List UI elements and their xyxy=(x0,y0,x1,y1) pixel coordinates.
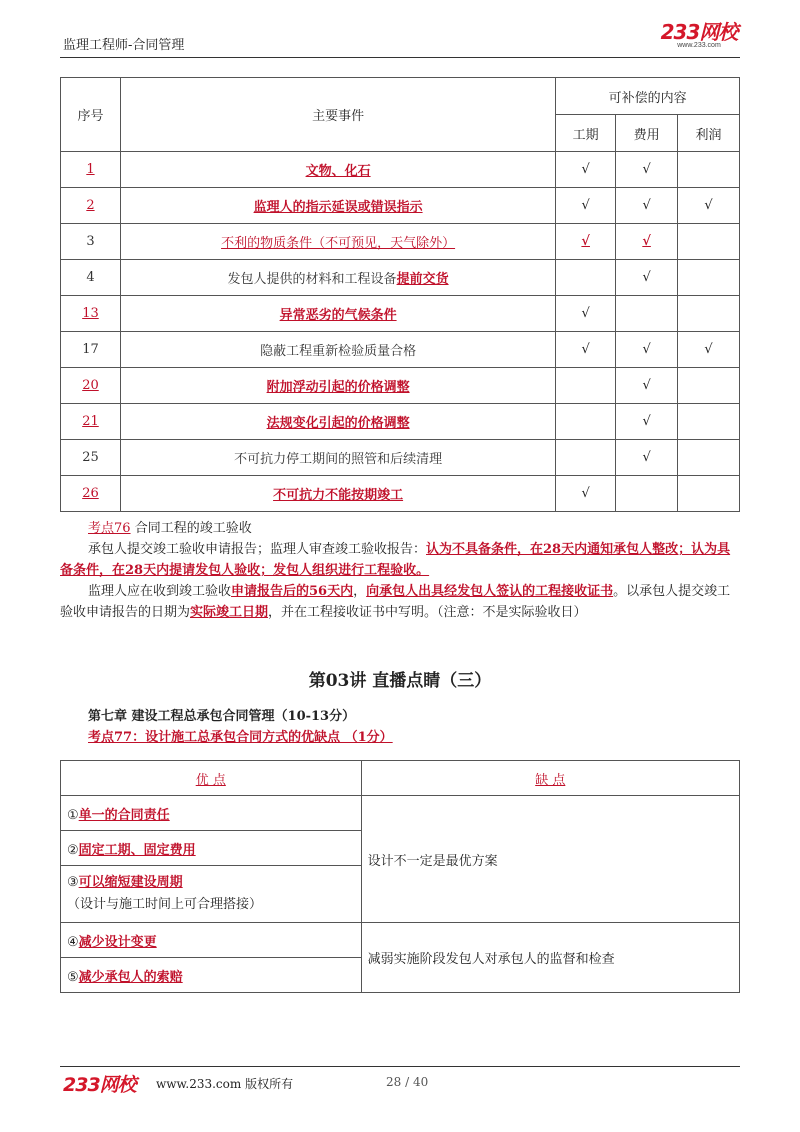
check-profit xyxy=(678,152,740,188)
event-link[interactable]: 法规变化引起的价格调整 xyxy=(266,416,410,431)
point76-p2-highlight: 申请报告后的56天内 xyxy=(231,584,354,599)
check-profit xyxy=(678,404,740,440)
event-link[interactable]: 异常恶劣的气候条件 xyxy=(279,308,397,323)
pro-text: 减少承包人的索赔 xyxy=(78,969,183,985)
check-profit xyxy=(678,440,740,476)
row-number-link[interactable]: 13 xyxy=(82,306,99,321)
point76-p1-text: 承包人提交竣工验收申请报告；监理人审查竣工验收报告： xyxy=(88,542,427,557)
col-header-cost: 费用 xyxy=(616,115,678,152)
check-time: √ xyxy=(556,152,616,188)
check-time: √ xyxy=(556,188,616,224)
logo-text: 233网校 xyxy=(660,20,738,44)
event-link[interactable]: 文物、化石 xyxy=(305,164,371,179)
row-number-link[interactable]: 21 xyxy=(82,414,99,429)
row-number-link[interactable]: 20 xyxy=(82,378,99,393)
point76-label[interactable]: 考点76 xyxy=(88,521,131,536)
logo-url: www.233.com xyxy=(677,42,721,49)
chapter-heading: 第七章 建设工程总承包合同管理（10-13分） xyxy=(88,709,356,724)
event-link[interactable]: 监理人的指示延误或错误指示 xyxy=(253,200,423,215)
point77-heading[interactable]: 考点77：设计施工总承包合同方式的优缺点 （1分） xyxy=(88,730,393,745)
footer-logo[interactable]: 233网校 xyxy=(63,1074,136,1096)
table-row xyxy=(61,476,740,512)
col-header-profit: 利润 xyxy=(678,115,740,152)
row-number-link[interactable]: 26 xyxy=(82,486,99,501)
table-row xyxy=(61,296,740,332)
pro-num: ① xyxy=(67,807,79,823)
row-number: 3 xyxy=(61,224,121,260)
page-number: 28 / 40 xyxy=(386,1075,429,1089)
col-header-pros: 优 点 xyxy=(195,772,226,788)
event-text: 隐蔽工程重新检验质量合格 xyxy=(120,332,555,368)
event-link[interactable]: 附加浮动引起的价格调整 xyxy=(266,380,410,395)
compensation-table xyxy=(60,77,740,512)
event-highlight[interactable]: 提前交货 xyxy=(396,272,449,287)
point76-p2-highlight: 向承包人出具经发包人签认的工程接收证书 xyxy=(366,584,614,599)
check-time xyxy=(556,404,616,440)
point76-p2-text: ， xyxy=(353,584,367,599)
check-profit xyxy=(678,260,740,296)
col-header-no: 序号 xyxy=(61,78,121,152)
con-cell: 减弱实施阶段发包人对承包人的监督和检查 xyxy=(361,923,739,993)
lecture-heading: 第03讲 直播点睛（三） xyxy=(308,671,492,691)
event-link[interactable]: 不可抗力不能按期竣工 xyxy=(273,488,404,503)
check-cost: √ xyxy=(616,404,678,440)
check-profit: √ xyxy=(678,188,740,224)
check-time xyxy=(556,260,616,296)
event-text: 不可抗力停工期间的照管和后续清理 xyxy=(120,440,555,476)
table-row xyxy=(61,440,740,476)
check-cost: √ xyxy=(616,260,678,296)
table-row xyxy=(61,260,740,296)
table-row xyxy=(61,404,740,440)
pro-num: ④ xyxy=(67,934,79,950)
check-cost: √ xyxy=(642,234,651,249)
point76-p2-text: ，并在工程接收证书中写明。（注意：不是实际验收日） xyxy=(268,605,587,620)
check-cost: √ xyxy=(616,152,678,188)
row-number-link[interactable]: 2 xyxy=(86,198,95,213)
table-row xyxy=(61,796,740,831)
check-time: √ xyxy=(581,234,590,249)
event-text: 发包人提供的材料和工程设备 xyxy=(227,272,397,287)
check-profit xyxy=(678,296,740,332)
pro-num: ③ xyxy=(67,875,79,890)
col-header-cons: 缺 点 xyxy=(535,772,566,788)
check-time: √ xyxy=(556,296,616,332)
pro-text: 减少设计变更 xyxy=(78,934,157,950)
check-cost xyxy=(616,476,678,512)
footer-divider xyxy=(60,1066,740,1067)
table-row xyxy=(61,188,740,224)
point76-title: 合同工程的竣工验收 xyxy=(134,521,252,536)
check-profit xyxy=(678,224,740,260)
pro-num: ⑤ xyxy=(67,969,79,985)
col-header-compensation: 可补偿的内容 xyxy=(556,78,740,115)
header-divider xyxy=(60,57,740,58)
check-cost: √ xyxy=(616,188,678,224)
con-cell: 设计不一定是最优方案 xyxy=(361,796,739,923)
check-profit: √ xyxy=(678,332,740,368)
col-header-time: 工期 xyxy=(556,115,616,152)
header-title: 监理工程师-合同管理 xyxy=(63,38,185,53)
check-time xyxy=(556,440,616,476)
point76-p2-text: 。以承包人提交竣工验收申请报告的日期为 xyxy=(60,584,731,620)
pro-text: 单一的合同责任 xyxy=(78,807,170,823)
point76-p1-highlight: 认为不具备条件，在28天内通知承包人整改；认为具备条件，在28天内提请发包人验收；发包人组织进行工程验收。 xyxy=(60,542,731,578)
event-link[interactable]: 不利的物质条件（不可预见，天气除外） xyxy=(221,236,456,251)
row-number: 4 xyxy=(61,260,121,296)
copyright-text: www.233.com 版权所有 xyxy=(156,1077,294,1091)
pro-note: （设计与施工时间上可合理搭接） xyxy=(67,897,263,912)
table-row xyxy=(61,152,740,188)
check-cost: √ xyxy=(616,332,678,368)
check-cost: √ xyxy=(616,440,678,476)
point76-p2-highlight: 实际竣工日期 xyxy=(190,605,269,620)
check-profit xyxy=(678,368,740,404)
check-cost: √ xyxy=(616,368,678,404)
point76-p2-text: 监理人应在收到竣工验收 xyxy=(88,584,232,599)
row-number: 17 xyxy=(61,332,121,368)
pro-text: 固定工期、固定费用 xyxy=(78,842,196,858)
check-time: √ xyxy=(556,476,616,512)
pro-num: ② xyxy=(67,842,79,858)
table-row xyxy=(61,224,740,260)
pros-cons-table xyxy=(60,760,740,993)
pro-text: 可以缩短建设周期 xyxy=(78,875,183,890)
check-profit xyxy=(678,476,740,512)
row-number-link[interactable]: 1 xyxy=(86,162,95,177)
table-row xyxy=(61,332,740,368)
point76-section xyxy=(60,518,740,623)
check-cost xyxy=(616,296,678,332)
row-number: 25 xyxy=(61,440,121,476)
table-row xyxy=(61,368,740,404)
table-row xyxy=(61,923,740,958)
brand-logo[interactable] xyxy=(658,22,740,50)
check-time xyxy=(556,368,616,404)
col-header-event: 主要事件 xyxy=(120,78,555,152)
check-time: √ xyxy=(556,332,616,368)
